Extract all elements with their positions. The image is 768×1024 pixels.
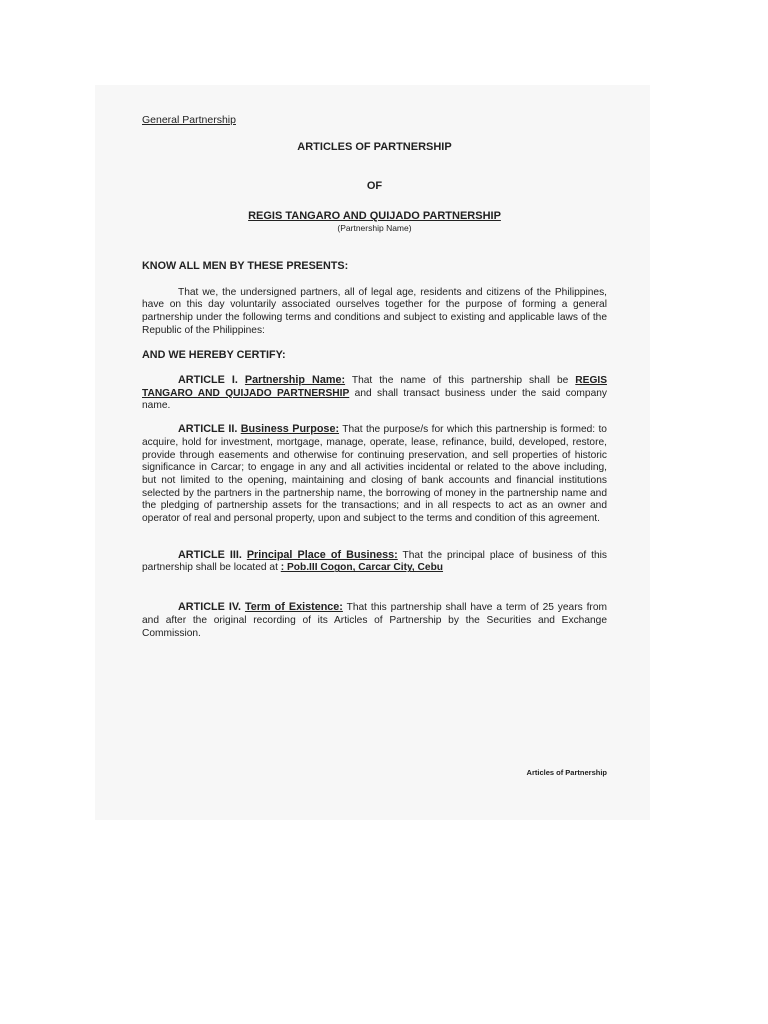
article-1-label: ARTICLE I.	[178, 374, 238, 387]
know-all-heading: KNOW ALL MEN BY THESE PRESENTS:	[142, 259, 349, 272]
article-2-name: Business Purpose:	[240, 423, 340, 436]
article-3-text: That the principal place of business of this partnership shall be located at	[142, 549, 607, 574]
article-1-highlight: REGIS TANGARO AND QUIJADO PARTNERSHIP	[142, 375, 607, 399]
article-3	[142, 549, 607, 575]
article-3-highlight: : Pob.III Cogon, Carcar City, Cebu	[280, 562, 444, 574]
article-4-text: That this partnership shall have a term of 25 years from and after the original recording of its Articles of Partnership by the Securities and Exchange Commission.	[142, 602, 607, 639]
article-2	[142, 423, 607, 526]
article-1-text-a: That the name of this partnership shall be	[351, 375, 569, 387]
partnership-name: REGIS TANGARO AND QUIJADO PARTNERSHIP	[248, 210, 501, 223]
article-4-name: Term of Existence:	[244, 601, 343, 614]
article-3-name: Principal Place of Business:	[246, 548, 398, 561]
document-type: General Partnership	[142, 114, 236, 126]
article-1-text-b: and shall transact business under the said company name.	[142, 387, 608, 412]
partnership-name-note: (Partnership Name)	[337, 222, 412, 233]
article-1-name: Partnership Name:	[244, 374, 346, 387]
document-body	[142, 114, 607, 640]
article-4	[142, 601, 607, 640]
article-1	[142, 374, 607, 413]
article-4-label: ARTICLE IV.	[178, 601, 242, 614]
page-footer: Articles of Partnership	[526, 768, 607, 777]
article-3-label: ARTICLE III.	[178, 548, 242, 561]
certify-heading: AND WE HEREBY CERTIFY:	[142, 349, 286, 362]
article-2-label: ARTICLE II.	[178, 423, 238, 436]
title-of: OF	[366, 180, 383, 193]
intro-paragraph: That we, the undersigned partners, all of legal age, residents and citizens of the Philippines, have on this day voluntarily associated ourselves together for the purpose of forming a general partnership under the following terms and conditions and subject to existing and applicable laws of the Republic of the Philippines:	[142, 286, 607, 336]
article-2-text: That the purpose/s for which this partnership is formed: to acquire, hold for investment, mortgage, manage, operate, lease, refinance, build, developed, restore, provide through easements and otherwise for continuing preservation, and sell properties of historic significance in Carcar; to engage in any and all activities incidental or related to the above including, but not limited to the opening, maintaining and closing of bank accounts and financial institutions selected by the partners in the partnership name, the borrowing of money in the partnership name and the pledging of partnership assets for the transactions; and in all respects to act as an owner and operator of real and personal property, upon and subject to the terms and condition of this agreement.	[142, 424, 607, 525]
document-title: ARTICLES OF PARTNERSHIP	[297, 140, 452, 153]
